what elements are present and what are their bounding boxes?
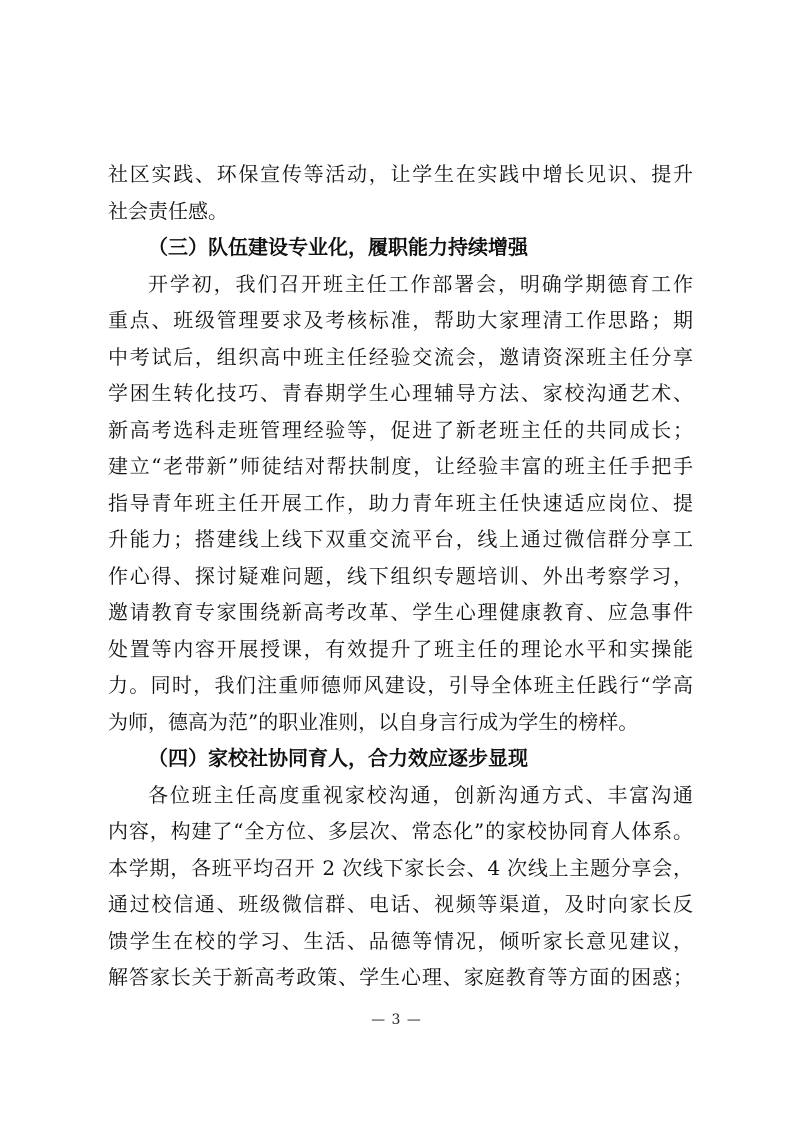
section-heading-4: （四）家校社协同育人，合力效应逐步显现 [148, 746, 528, 770]
text-line: 建立“老带新”师徒结对帮扶制度，让经验丰富的班主任手把手 [108, 454, 693, 478]
text-line: 通过校信通、班级微信群、电话、视频等渠道，及时向家长反 [108, 892, 693, 916]
text-line: 社区实践、环保宣传等活动，让学生在实践中增长见识、提升 [108, 162, 693, 186]
text-line: 中考试后，组织高中班主任经验交流会，邀请资深班主任分享 [108, 344, 693, 369]
text-line: 内容，构建了“全方位、多层次、常态化”的家校协同育人体系。 [108, 819, 693, 843]
text-line: 新高考选科走班管理经验等，促进了新老班主任的共同成长； [108, 417, 693, 442]
text-line: 力。同时，我们注重师德师风建设，引导全体班主任践行“学高 [108, 673, 693, 697]
text-line: 升能力；搭建线上线下双重交流平台，线上通过微信群分享工 [108, 527, 693, 551]
paragraph-first-line: 开学初，我们召开班主任工作部署会，明确学期德育工作 [148, 271, 693, 296]
document-body [108, 156, 693, 996]
text-line: 指导青年班主任开展工作，助力青年班主任快速适应岗位、提 [108, 490, 693, 515]
text-line: 为师，德高为范”的职业准则，以自身言行成为学生的榜样。 [108, 709, 639, 734]
text-line: 社会责任感。 [108, 198, 228, 223]
text-line: 处置等内容开展授课，有效提升了班主任的理论水平和实操能 [108, 636, 693, 661]
text-line: 本学期，各班平均召开 2 次线下家长会、4 次线上主题分享会， [108, 855, 693, 880]
text-line: 邀请教育专家围绕新高考改革、学生心理健康教育、应急事件 [108, 600, 693, 624]
paragraph-first-line: 各位班主任高度重视家校沟通，创新沟通方式、丰富沟通 [148, 782, 693, 807]
page-number: — 3 — [371, 1012, 422, 1028]
text-line: 学困生转化技巧、青春期学生心理辅导方法、家校沟通艺术、 [108, 381, 693, 405]
section-heading-3: （三）队伍建设专业化，履职能力持续增强 [148, 235, 528, 259]
text-line: 解答家长关于新高考政策、学生心理、家庭教育等方面的困惑； [108, 965, 693, 989]
text-line: 作心得、探讨疑难问题，线下组织专题培训、外出考察学习， [108, 563, 693, 588]
text-line: 重点、班级管理要求及考核标准，帮助大家理清工作思路；期 [108, 308, 693, 332]
text-line: 馈学生在校的学习、生活、品德等情况，倾听家长意见建议， [108, 928, 693, 953]
